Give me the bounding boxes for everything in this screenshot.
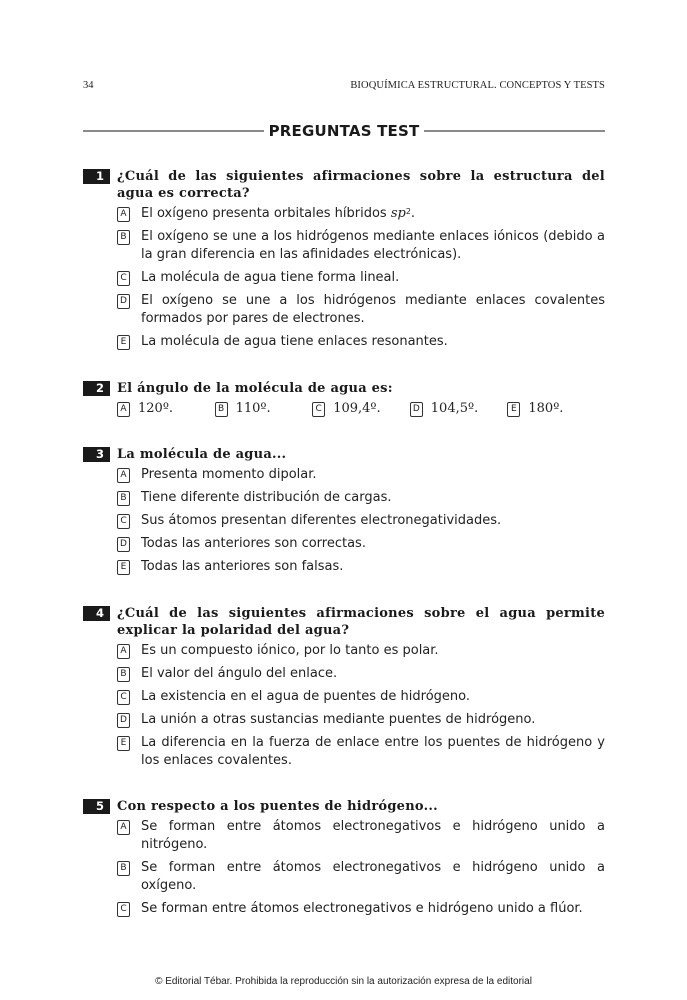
option-text: Sus átomos presentan diferentes electronegatividades. <box>141 513 502 528</box>
question-4 <box>83 605 605 775</box>
option-text: La diferencia en la fuerza de enlace entre los puentes de hidrógeno y los enlaces covalentes. <box>141 735 605 768</box>
option-d[interactable] <box>83 535 605 553</box>
question-number: 4 <box>83 606 110 621</box>
options-list <box>83 205 605 351</box>
option-letter: C <box>312 402 325 417</box>
question-number: 1 <box>83 169 110 184</box>
question-text: ¿Cuál de las siguientes afirmaciones sobre la estructura del agua es correcta? <box>117 169 605 201</box>
question-text: Con respecto a los puentes de hidrógeno... <box>117 799 438 814</box>
option-text: Tiene diferente distribución de cargas. <box>141 490 392 505</box>
option-text: El oxígeno se une a los hidrógenos mediante enlaces iónicos (debido a la gran diferencia en las afinidades electrónicas). <box>141 229 605 262</box>
option-letter: A <box>117 820 130 835</box>
option-e[interactable] <box>83 558 605 576</box>
question-number: 3 <box>83 447 110 462</box>
option-text: 104,5º. <box>430 401 479 416</box>
option-d[interactable] <box>83 711 605 729</box>
superscript: 2 <box>405 207 411 216</box>
question-header <box>83 380 605 397</box>
left-rule <box>83 130 264 132</box>
option-letter: B <box>117 230 130 245</box>
option-letter: C <box>117 271 130 286</box>
option-letter: E <box>117 736 130 751</box>
option-text: El oxígeno presenta orbitales híbridos $sp^2$. <box>141 206 416 221</box>
option-letter: E <box>117 560 130 575</box>
option-text: Todas las anteriores son falsas. <box>141 559 344 574</box>
option-text: Presenta momento dipolar. <box>141 467 317 482</box>
option-text: El valor del ángulo del enlace. <box>141 666 338 681</box>
option-letter: B <box>117 667 130 682</box>
option-letter: B <box>117 861 130 876</box>
option-text: La molécula de agua tiene enlaces resonantes. <box>141 334 448 349</box>
question-5 <box>83 798 605 923</box>
option-c[interactable] <box>83 900 605 918</box>
option-c[interactable] <box>312 400 410 418</box>
option-text: La unión a otras sustancias mediante puentes de hidrógeno. <box>141 712 536 727</box>
option-letter: D <box>410 402 423 417</box>
section-title <box>83 120 605 142</box>
question-text: La molécula de agua... <box>117 447 287 462</box>
options-list <box>83 466 605 576</box>
option-letter: C <box>117 514 130 529</box>
option-b[interactable] <box>83 489 605 507</box>
option-d[interactable] <box>83 292 605 328</box>
page-header <box>83 80 605 96</box>
options-list <box>83 642 605 770</box>
option-letter: B <box>215 402 228 417</box>
option-text: 180º. <box>528 401 564 416</box>
option-b[interactable] <box>83 665 605 683</box>
option-d[interactable] <box>410 400 508 418</box>
option-letter: A <box>117 402 130 417</box>
option-text: 109,4º. <box>333 401 381 416</box>
option-letter: B <box>117 491 130 506</box>
option-text: 110º. <box>235 401 271 416</box>
option-a[interactable] <box>83 205 605 223</box>
copyright-footer: © Editorial Tébar. Prohibida la reproducción sin la autorización expresa de la editorial <box>155 976 532 987</box>
option-b[interactable] <box>215 400 313 418</box>
question-number: 5 <box>83 799 110 814</box>
option-e[interactable] <box>83 333 605 351</box>
question-header <box>83 798 605 815</box>
option-a[interactable] <box>83 642 605 660</box>
option-c[interactable] <box>83 269 605 287</box>
option-letter: E <box>117 335 130 350</box>
question-3 <box>83 446 605 581</box>
option-text: La existencia en el agua de puentes de hidrógeno. <box>141 689 471 704</box>
option-letter: A <box>117 207 130 222</box>
option-letter: D <box>117 537 130 552</box>
option-letter: C <box>117 902 130 917</box>
option-letter: A <box>117 468 130 483</box>
option-c[interactable] <box>83 512 605 530</box>
question-header <box>83 605 605 639</box>
option-e[interactable] <box>83 734 605 770</box>
option-a[interactable] <box>83 466 605 484</box>
option-b[interactable] <box>83 228 605 264</box>
option-text: Es un compuesto iónico, por lo tanto es polar. <box>141 643 439 658</box>
option-text: El oxígeno se une a los hidrógenos mediante enlaces covalentes formados por pares de electrones. <box>141 293 605 326</box>
options-list <box>83 400 605 418</box>
question-1 <box>83 168 605 356</box>
option-letter: A <box>117 644 130 659</box>
option-letter: D <box>117 713 130 728</box>
running-title: BIOQUÍMICA ESTRUCTURAL. CONCEPTOS Y TESTS <box>350 80 605 91</box>
options-list <box>83 818 605 918</box>
section-title-text: PREGUNTAS TEST <box>268 122 420 140</box>
question-header <box>83 446 605 463</box>
option-letter: C <box>117 690 130 705</box>
option-c[interactable] <box>83 688 605 706</box>
option-letter: D <box>117 294 130 309</box>
page-number: 34 <box>83 80 94 91</box>
option-text: Todas las anteriores son correctas. <box>141 536 366 551</box>
question-text: ¿Cuál de las siguientes afirmaciones sobre el agua permite explicar la polaridad del agua? <box>117 606 605 638</box>
question-text: El ángulo de la molécula de agua es: <box>117 381 393 396</box>
option-text: Se forman entre átomos electronegativos e hidrógeno unido a oxígeno. <box>141 860 605 893</box>
option-e[interactable] <box>507 400 605 418</box>
option-letter: E <box>507 402 520 417</box>
hybrid-term: sp <box>390 206 406 221</box>
option-a[interactable] <box>83 818 605 854</box>
option-b[interactable] <box>83 859 605 895</box>
question-header <box>83 168 605 202</box>
right-rule <box>424 130 605 132</box>
question-2 <box>83 380 605 418</box>
option-text: 120º. <box>138 401 174 416</box>
option-text: Se forman entre átomos electronegativos e hidrógeno unido a nitrógeno. <box>141 819 605 852</box>
option-a[interactable] <box>117 400 215 418</box>
question-number: 2 <box>83 381 110 396</box>
option-text: La molécula de agua tiene forma lineal. <box>141 270 400 285</box>
option-text: Se forman entre átomos electronegativos e hidrógeno unido a flúor. <box>141 901 583 916</box>
